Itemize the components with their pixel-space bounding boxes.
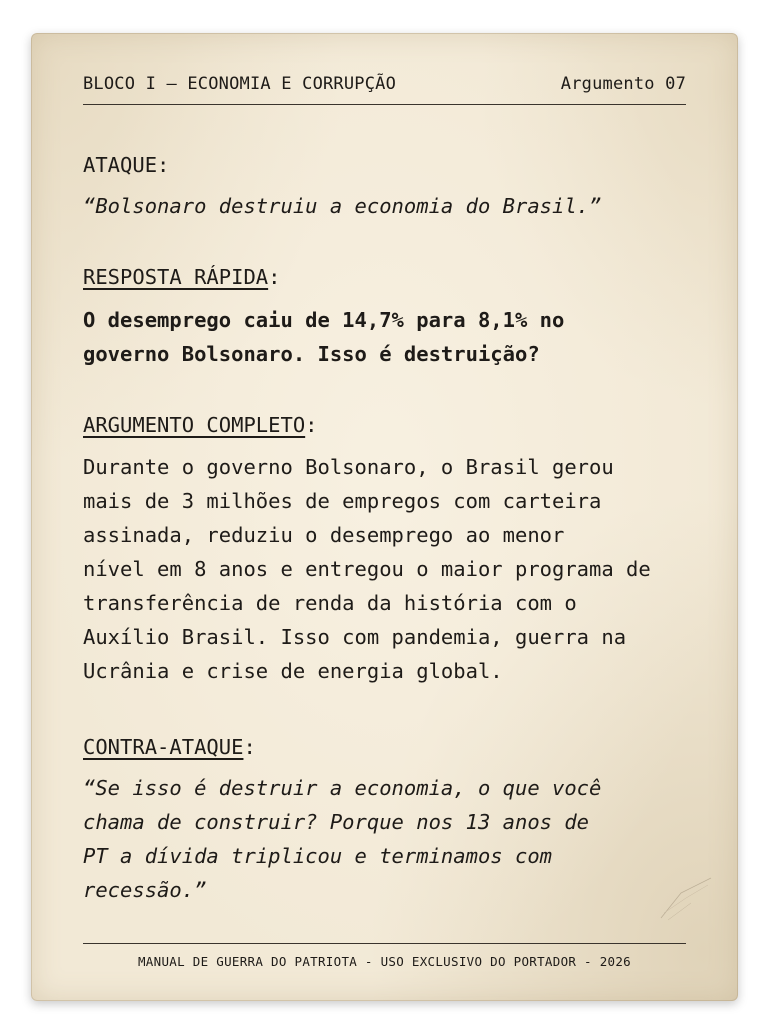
- full-argument-label: [83, 413, 318, 437]
- counter-attack-line: recessão.”: [83, 878, 207, 902]
- full-argument-label-colon: :: [305, 413, 318, 437]
- full-argument-line: nível em 8 anos e entregou o maior programa de: [83, 557, 651, 581]
- full-argument-line: transferência de renda da história com o: [83, 591, 577, 615]
- full-argument-label-text: ARGUMENTO COMPLETO: [83, 413, 306, 437]
- full-argument-line: Auxílio Brasil. Isso com pandemia, guerra na: [83, 625, 627, 649]
- quick-answer-line: governo Bolsonaro. Isso é destruição?: [83, 342, 540, 366]
- full-argument-line: assinada, reduziu o desemprego ao menor: [83, 523, 565, 547]
- counter-attack-line: chama de construir? Porque nos 13 anos de: [83, 810, 590, 834]
- argument-card: [31, 33, 738, 1001]
- card-footer: MANUAL DE GUERRA DO PATRIOTA - USO EXCLUSIVO DO PORTADOR - 2026: [83, 943, 686, 969]
- full-argument-line: Ucrânia e crise de energia global.: [83, 659, 503, 683]
- counter-attack-label-colon: :: [243, 735, 256, 759]
- full-argument-line: mais de 3 milhões de empregos com carteira: [83, 489, 602, 513]
- quick-answer-label: [83, 265, 280, 289]
- counter-attack-line: “Se isso é destruir a economia, o que você: [83, 776, 602, 800]
- quick-answer-line: O desemprego caiu de 14,7% para 8,1% no: [83, 308, 565, 332]
- full-argument-text: [83, 450, 651, 688]
- attack-quote: “Bolsonaro destruiu a economia do Brasil.”: [83, 194, 602, 218]
- quick-answer-label-colon: :: [268, 265, 281, 289]
- counter-attack-label: [83, 735, 256, 759]
- counter-attack-line: PT a dívida triplicou e terminamos com: [83, 844, 552, 868]
- attack-label: ATAQUE:: [83, 153, 170, 177]
- quick-answer-label-text: RESPOSTA RÁPIDA: [83, 265, 269, 289]
- counter-attack-label-text: CONTRA-ATAQUE: [83, 735, 244, 759]
- paper-crease-mark: [656, 873, 716, 923]
- argument-number: Argumento 07: [560, 74, 686, 94]
- full-argument-line: Durante o governo Bolsonaro, o Brasil gerou: [83, 455, 614, 479]
- quick-answer-text: [83, 303, 564, 371]
- section-title: BLOCO I — ECONOMIA E CORRUPÇÃO: [83, 74, 397, 94]
- card-header: [83, 74, 686, 105]
- counter-attack-quote: [83, 771, 601, 907]
